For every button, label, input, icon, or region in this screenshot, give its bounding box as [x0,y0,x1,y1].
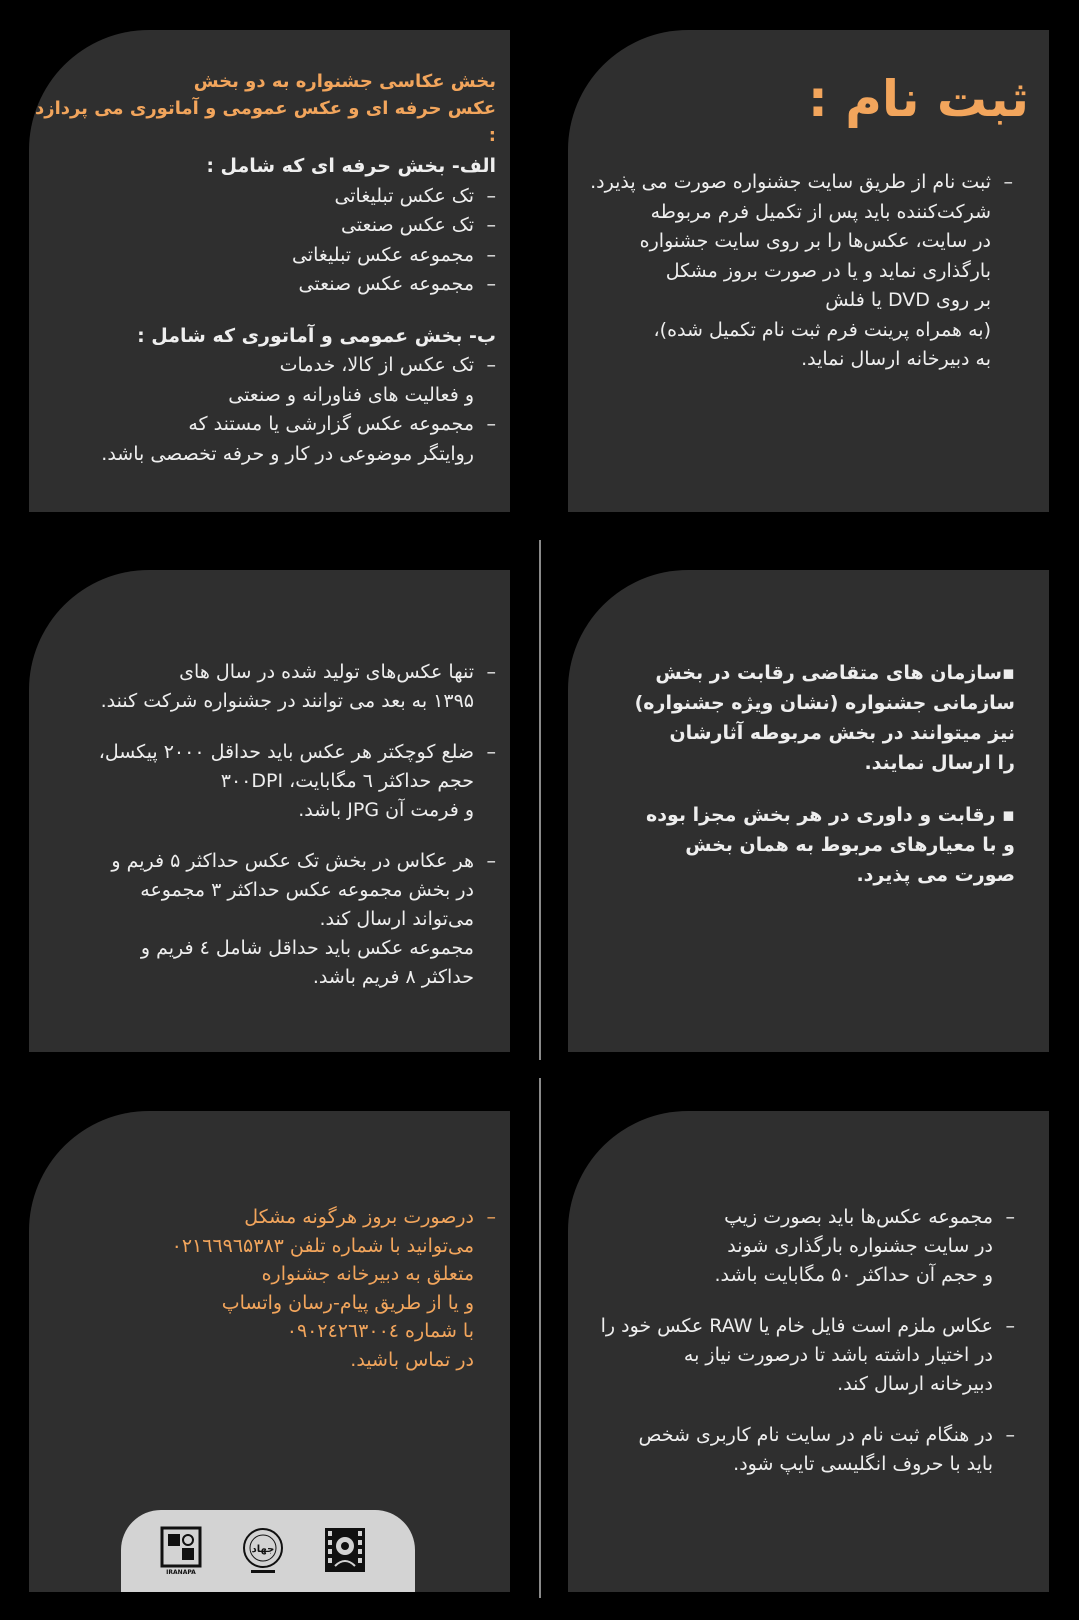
list-item [99,738,496,825]
text-line: با شماره ۰۹۰۲٤۲٦۳۰۰٤ [286,1320,474,1342]
organizations-card [568,570,1049,1052]
text-line: و فرمت آن JPG باشد. [298,799,474,821]
text-line: در تماس باشید. [350,1348,474,1371]
svg-text:IRANAPA: IRANAPA [166,1569,196,1576]
text-line: و حجم آن حداکثر ۵۰ مگابایت باشد. [714,1264,993,1286]
text-line: ۱۳۹۵ به بعد می توانند در جشنواره شرکت کنند. [100,690,474,712]
text-line: در اختیار داشته باشد تا درصورت نیاز به [683,1344,993,1366]
registration-card [568,30,1049,512]
list-item: – مجموعه عکس تبلیغاتی [101,241,496,271]
text-line: صورت می پذیرد. [856,864,1015,886]
divider-line [539,1078,541,1598]
text-line: مجموعه عکس باید حداقل شامل ٤ فریم و [140,937,474,959]
text-line: – ثبت نام از طریق سایت جشنواره صورت می پذیرد. [590,171,991,193]
divider-line [539,540,541,1060]
list-item: – تک عکس تبلیغاتی [101,182,496,212]
uploads-list [601,1203,1015,1479]
sponsor-logos [121,1510,415,1592]
text-line: در سایت جشنواره بارگذاری شوند [727,1235,993,1257]
list-item [172,1203,496,1374]
text-line: حداکثر ۸ فریم باشد. [312,966,474,988]
list-item [601,1312,1015,1399]
sections-card [29,30,510,512]
text-line: بارگذاری نماید و یا در صورت بروز مشکل [665,259,991,282]
text-line: را ارسال نمایند. [864,752,1015,774]
list-item [99,847,496,992]
text-line: باید با حروف انگلیسی تایپ شود. [733,1453,993,1475]
text-line: در بخش مجموعه عکس حداکثر ۳ مجموعه [140,879,474,901]
text-line: – مجموعه عکس گزارشی یا مستند که [188,413,474,435]
text-line: نیز میتوانند در بخش مربوطه آثارشان [669,722,1015,744]
list-item [99,658,496,716]
text-line: سازمانی جشنواره (نشان ویژه جشنواره) [634,692,1015,714]
organizations-text [635,658,1015,890]
registration-title: ثبت نام : [807,70,1029,128]
text-line: بخش عکاسی جشنواره به دو بخش [193,71,496,92]
text-line: روایتگر موضوعی در کار و حرفه تخصصی باشد. [101,442,474,465]
requirements-list [99,658,496,992]
list-item: – تک عکس صنعتی [101,211,496,241]
text-line: در سایت، عکس‌ها را بر روی سایت جشنواره [639,230,991,252]
requirements-card [29,570,510,1052]
text-line: بر روی DVD یا فلش [825,289,991,311]
part-b-heading: ب- بخش عمومی و آماتوری که شامل : [137,324,496,347]
text-line: ▪سازمان های متقاضی رقابت در بخش [655,662,1015,684]
text-line: – تک عکس از کالا، خدمات [279,354,474,376]
svg-text:جهاد: جهاد [251,1544,275,1555]
text-line: – مجموعه عکس‌ها باید بصورت زیپ [724,1206,993,1228]
text-line: و با معیارهای مربوط به همان بخش [685,834,1015,856]
text-line: می‌توانید با شماره تلفن ۰۲۱٦٦۹٦۵۳۸۳ [171,1234,474,1257]
text-line: شرکت‌کننده باید پس از تکمیل فرم مربوطه [650,200,991,223]
list-item: – مجموعه عکس صنعتی [101,270,496,300]
list-item [601,1203,1015,1290]
text-line: حجم حداکثر ٦ مگابایت، ۳۰۰DPI [220,770,474,792]
text-line: – درصورت بروز هرگونه مشکل [244,1206,474,1228]
sections-intro [29,68,496,149]
text-line: و فعالیت های فناورانه و صنعتی [228,383,474,406]
text-line: – عکاس ملزم است فایل خام یا RAW عکس خود را [600,1315,993,1337]
text-line: – تنها عکس‌های تولید شده در سال های [179,661,474,683]
text-line: – در هنگام ثبت نام در سایت نام کاربری شخص [638,1424,993,1446]
contact-text [172,1203,496,1374]
text-line: متعلق به دبیرخانه جشنواره [261,1263,474,1285]
sections-list [101,152,496,469]
jahad-university-logo-icon [241,1526,285,1576]
text-line: به دبیرخانه ارسال نماید. [801,348,991,370]
text-line: ▪ رقابت و داوری در هر بخش مجزا بوده [646,804,1015,826]
text-line: دبیرخانه ارسال کند. [837,1373,993,1395]
film-festival-logo-icon [323,1526,367,1576]
registration-text [590,168,1013,375]
list-item [101,410,496,469]
part-a-heading: الف- بخش حرفه ای که شامل : [206,155,496,177]
text-line: و یا از طریق پیام-رسان واتساپ [221,1291,474,1314]
list-item [601,1421,1015,1479]
text-line: (به همراه پرینت فرم ثبت نام تکمیل شده)، [653,318,991,341]
text-line: می‌تواند ارسال کند. [319,908,474,930]
registration-item [590,168,1013,375]
uploads-card [568,1111,1049,1592]
text-line: عکس حرفه ای و عکس عمومی و آماتوری می پردازد : [34,98,496,146]
text-line: – هر عکاس در بخش تک عکس حداکثر ۵ فریم و [111,850,474,872]
iranapa-logo-icon [159,1526,203,1576]
list-item [101,351,496,410]
text-line: – ضلع کوچکتر هر عکس باید حداقل ۲۰۰۰ پیکسل، [98,741,474,763]
